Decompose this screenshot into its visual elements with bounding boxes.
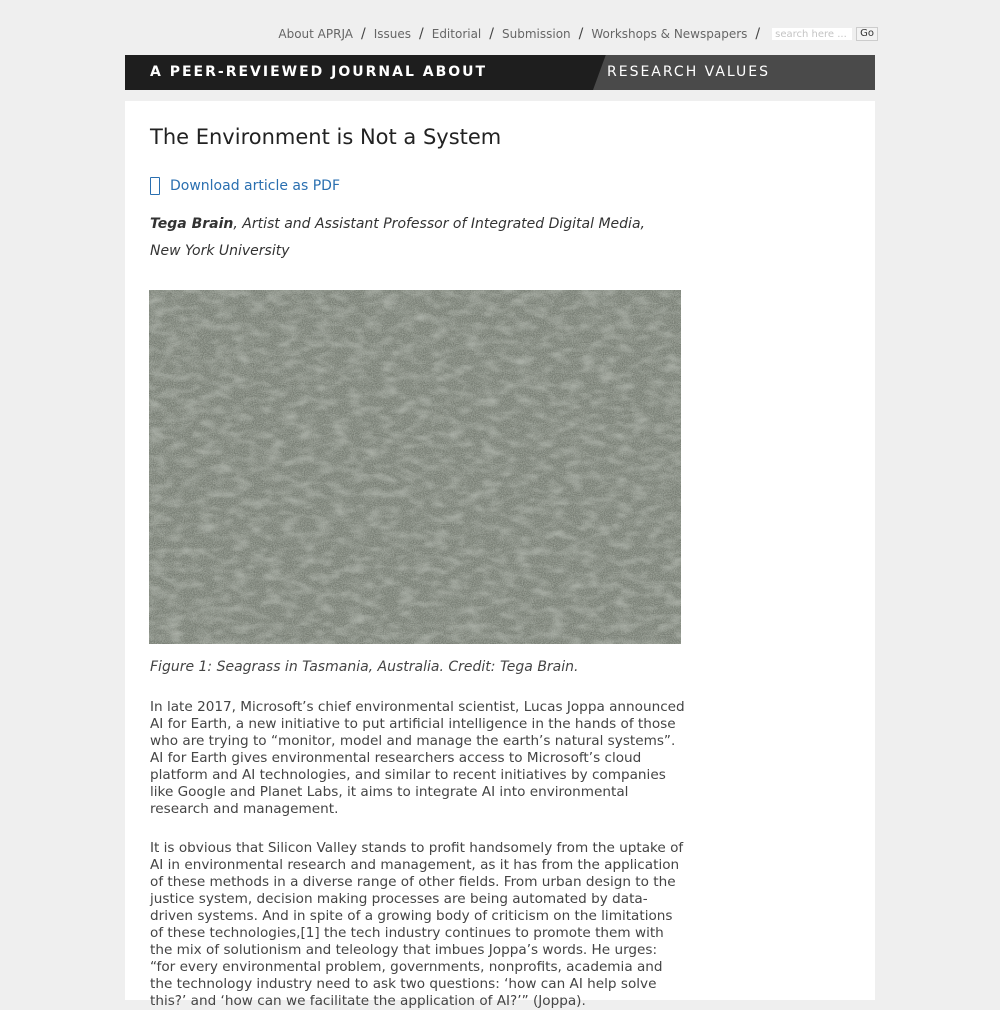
nav-link-workshops[interactable]: Workshops & Newspapers [591, 27, 748, 41]
nav-separator: / [419, 26, 424, 42]
search-input[interactable] [772, 28, 852, 40]
article-paragraph: It is obvious that Silicon Valley stands to profit handsomely from the uptake of AI in environmental research and management, as it has from the application of these methods in a diverse range of other fields. From urban design to the justice system, decision making processes are being automated by data-driven systems. And in spite of a growing body of criticism on the limitations of these technologies,[1] the tech industry continues to promote them with the mix of solutionism and teleology that imbues Joppa’s words. He urges: “for every environmental problem, governments, nonprofits, academia and the technology industry need to ask two questions: ‘how can AI help solve this?’ and ‘how can we facilitate the application of AI?’” (Joppa). [150, 840, 684, 1009]
author-name: Tega Brain [150, 216, 234, 232]
top-navigation [0, 26, 878, 42]
nav-link-issues[interactable]: Issues [373, 27, 412, 41]
pdf-file-icon [150, 177, 160, 195]
nav-separator: / [578, 26, 584, 42]
author-line [150, 211, 670, 265]
download-pdf-label: Download article as PDF [170, 178, 341, 194]
figure-caption: Figure 1: Seagrass in Tasmania, Australia. Credit: Tega Brain. [150, 659, 579, 675]
author-affiliation: , Artist and Assistant Professor of Integrated Digital Media, New York University [150, 216, 645, 259]
journal-banner[interactable] [125, 55, 875, 90]
download-pdf-link[interactable] [150, 177, 340, 195]
nav-link-editorial[interactable]: Editorial [431, 27, 482, 41]
seagrass-photo [149, 290, 681, 644]
banner-tagline: A PEER-REVIEWED JOURNAL ABOUT [150, 64, 488, 80]
article-title: The Environment is Not a System [150, 125, 502, 149]
nav-separator: / [361, 26, 366, 42]
nav-link-about[interactable]: About APRJA [278, 27, 353, 41]
article-content [125, 101, 875, 1009]
nav-link-submission[interactable]: Submission [502, 27, 571, 41]
banner-subtitle: RESEARCH VALUES [607, 64, 771, 80]
nav-separator: / [755, 26, 761, 42]
article-paragraph: In late 2017, Microsoft’s chief environmental scientist, Lucas Joppa announced AI for Earth, a new initiative to put artificial intelligence in the hands of those who are trying to “monitor, model and manage the earth’s natural systems”. AI for Earth gives environmental researchers access to Microsoft’s cloud platform and AI technologies, and similar to recent initiatives by companies like Google and Planet Labs, it aims to integrate AI into environmental research and management. [150, 699, 685, 817]
search-form [772, 27, 878, 41]
nav-separator: / [489, 26, 494, 42]
seagrass-image [149, 290, 681, 644]
go-button[interactable]: Go [856, 27, 878, 41]
